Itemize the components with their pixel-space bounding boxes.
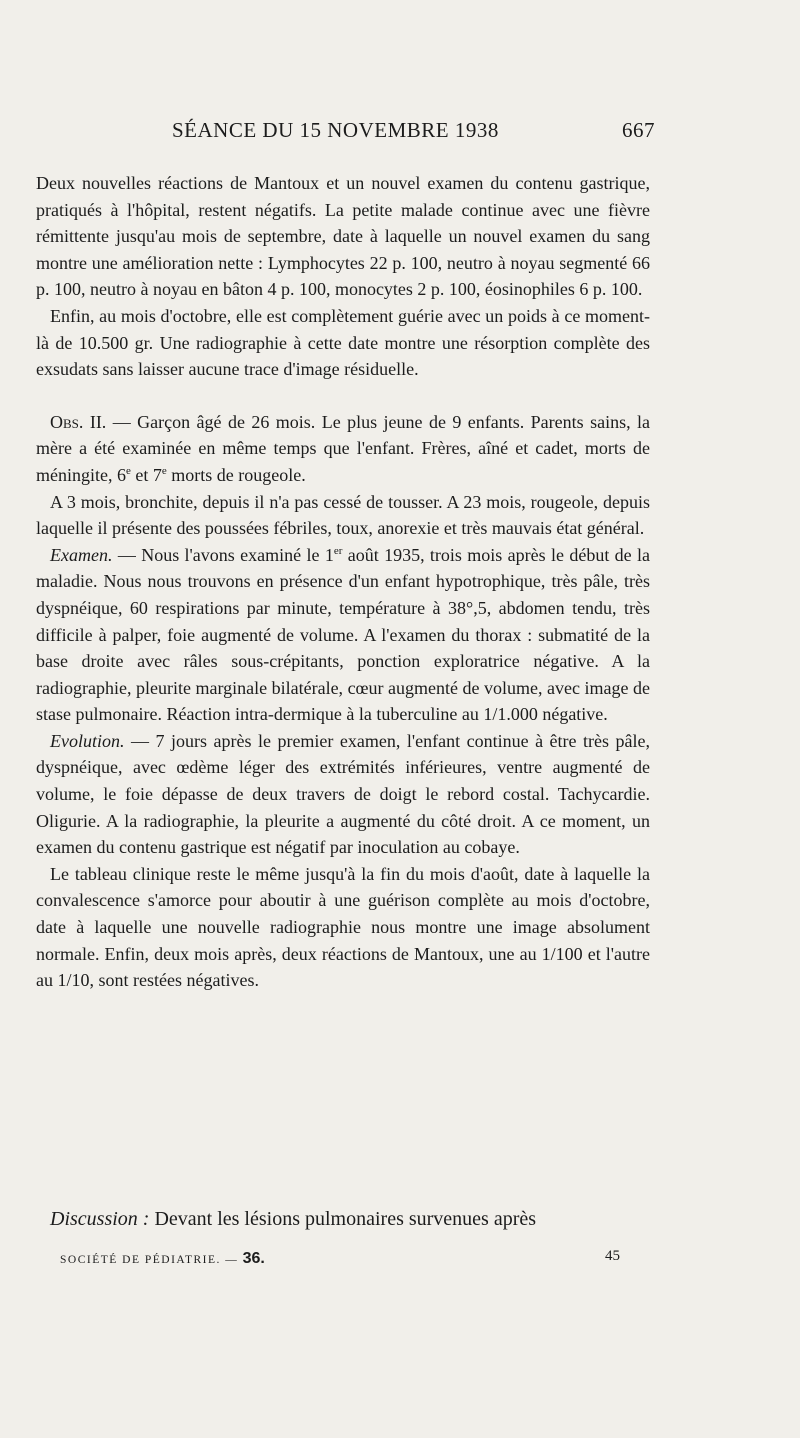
examen-label: Examen. (50, 544, 113, 565)
evolution-text: — 7 jours après le premier examen, l'enfant continue à être très pâle, dyspnéique, avec œdème léger des extrémités inférieures, ventre augmenté de volume, le foie dépasse de deux travers de doigt le rebord costal. Tachycardie. Oligurie. A la radiographie, la pleurite a augmenté du côté droit. A ce moment, un examen du contenu gastrique est négatif par inoculation au cobaye. (36, 730, 650, 858)
paragraph-recovery: Enfin, au mois d'octobre, elle est complètement guérie avec un poids à ce moment-là de 10.500 gr. Une radiographie à cette date montre une résorption complète des exsudats sans laisser aucune trace d'image résiduelle. (36, 305, 650, 380)
paragraph-clinical-course: Le tableau clinique reste le même jusqu'à la fin du mois d'août, date à laquelle la convalescence s'amorce pour aboutir à une guérison complète au mois d'octobre, date à laquelle une nouvelle radiographie nous montre une image absolument normale. Enfin, deux mois après, deux réactions de Mantoux, une au 1/100 et l'autre au 1/10, sont restées négatives. (36, 863, 650, 991)
signature-number: 45 (605, 1248, 620, 1264)
evolution-label: Evolution. (50, 730, 125, 751)
examen-text-start: — Nous l'avons examiné le 1 (112, 544, 334, 565)
running-header (150, 118, 655, 148)
discussion-text: Devant les lésions pulmonaires survenues après (149, 1208, 537, 1230)
obs-text: — Garçon âgé de 26 mois. Le plus jeune de 9 enfants. Parents sains, la mère a été examinée en même temps que l'enfant. Frères, aîné et cadet, morts de méningite, 6 (36, 411, 650, 485)
ordinal-sup: e (125, 464, 131, 477)
discussion-label: Discussion : (50, 1208, 150, 1230)
obs-text-end: morts de rougeole. (166, 464, 306, 485)
paragraph-obs-ii (36, 409, 650, 489)
paragraph-discussion (36, 1208, 650, 1231)
ordinal-sup: e (161, 464, 167, 477)
paragraph-blood-results: Deux nouvelles réactions de Mantoux et un nouvel examen du contenu gastrique, pratiqués à l'hôpital, restent négatifs. La petite malade continue avec une fièvre rémittente jusqu'au mois de septembre, date à laquelle un nouvel examen du sang montre une amélioration nette : Lymphocytes 22 p. 100, neutro à noyau segmenté 66 p. 100, neutro à noyau en bâton 4 p. 100, monocytes 2 p. 100, éosinophiles 6 p. 100. (36, 173, 650, 300)
footer-society (60, 1250, 265, 1268)
examen-text: août 1935, trois mois après le début de la maladie. Nous nous trouvons en présence d'un enfant hypotrophique, très pâle, très dyspnéique, 60 respirations par minute, température à 38°,5, abdomen tendu, très difficile à palper, foie augmenté de volume. A l'examen du thorax : submatité de la base droite avec râles sous-crépitants, ponction exploratrice négative. A la radiographie, pleurite marginale bilatérale, cœur augmenté de volume, avec image de stase pulmonaire. Réaction intra-dermique à la tuberculine au 1/1.000 négative. (36, 544, 651, 725)
paragraph-evolution (36, 728, 650, 861)
body-text (36, 170, 650, 994)
header-title: SÉANCE DU 15 NOVEMBRE 1938 (172, 118, 499, 142)
paragraph-examen (36, 542, 650, 728)
page-footer (60, 1247, 620, 1269)
ordinal-sup: er (333, 544, 343, 557)
obs-label: Obs. II. (50, 411, 107, 432)
page-number: 667 (622, 118, 655, 142)
volume-number: 36. (242, 1250, 265, 1267)
obs-text-mid: et 7 (130, 464, 162, 485)
society-name: SOCIÉTÉ DE PÉDIATRIE. — (60, 1254, 243, 1266)
paragraph-history: A 3 mois, bronchite, depuis il n'a pas cessé de tousser. A 23 mois, rougeole, depuis laquelle il présente des poussées fébriles, toux, anorexie et très mauvais état général. (36, 491, 650, 539)
